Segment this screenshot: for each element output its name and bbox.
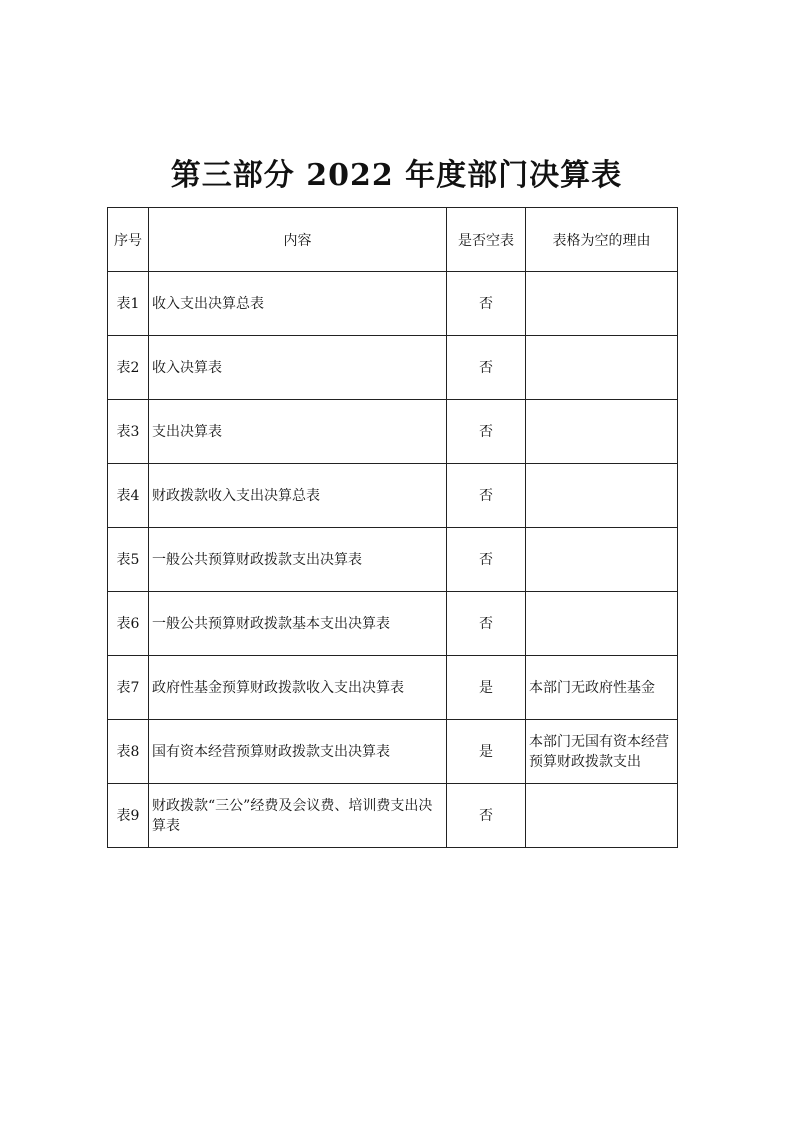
row-is-empty: 否: [447, 784, 526, 848]
row-is-empty: 否: [447, 400, 526, 464]
row-reason: [526, 464, 678, 528]
row-no: 表9: [108, 784, 149, 848]
row-content: 政府性基金预算财政拨款收入支出决算表: [149, 656, 447, 720]
table-header-row: [108, 208, 678, 272]
row-reason: [526, 336, 678, 400]
table-row: [108, 656, 678, 720]
table-row: [108, 784, 678, 848]
row-content: 财政拨款收入支出决算总表: [149, 464, 447, 528]
row-content: 国有资本经营预算财政拨款支出决算表: [149, 720, 447, 784]
header-no: 序号: [108, 208, 149, 272]
row-no: 表5: [108, 528, 149, 592]
row-no: 表3: [108, 400, 149, 464]
table-row: [108, 464, 678, 528]
row-is-empty: 是: [447, 656, 526, 720]
row-reason: 本部门无政府性基金: [526, 656, 678, 720]
row-no: 表8: [108, 720, 149, 784]
row-content: 一般公共预算财政拨款基本支出决算表: [149, 592, 447, 656]
table-row: [108, 720, 678, 784]
row-reason: [526, 528, 678, 592]
row-content: 支出决算表: [149, 400, 447, 464]
page-title: 第三部分 2022 年度部门决算表: [170, 158, 623, 193]
table-row: [108, 336, 678, 400]
table-row: [108, 400, 678, 464]
row-no: 表1: [108, 272, 149, 336]
final-accounts-table: [107, 207, 678, 848]
header-is-empty: 是否空表: [447, 208, 526, 272]
row-is-empty: 否: [447, 272, 526, 336]
table-row: [108, 528, 678, 592]
row-is-empty: 否: [447, 528, 526, 592]
row-reason: [526, 592, 678, 656]
row-is-empty: 是: [447, 720, 526, 784]
row-reason: 本部门无国有资本经营预算财政拨款支出: [526, 720, 678, 784]
row-reason: [526, 784, 678, 848]
row-content: 财政拨款“三公”经费及会议费、培训费支出决算表: [149, 784, 447, 848]
row-no: 表6: [108, 592, 149, 656]
row-is-empty: 否: [447, 336, 526, 400]
row-is-empty: 否: [447, 592, 526, 656]
row-no: 表2: [108, 336, 149, 400]
header-reason: 表格为空的理由: [526, 208, 678, 272]
table-row: [108, 272, 678, 336]
row-content: 收入决算表: [149, 336, 447, 400]
row-content: 一般公共预算财政拨款支出决算表: [149, 528, 447, 592]
row-content: 收入支出决算总表: [149, 272, 447, 336]
table-row: [108, 592, 678, 656]
header-content: 内容: [149, 208, 447, 272]
row-is-empty: 否: [447, 464, 526, 528]
row-no: 表4: [108, 464, 149, 528]
row-reason: [526, 400, 678, 464]
row-reason: [526, 272, 678, 336]
row-no: 表7: [108, 656, 149, 720]
